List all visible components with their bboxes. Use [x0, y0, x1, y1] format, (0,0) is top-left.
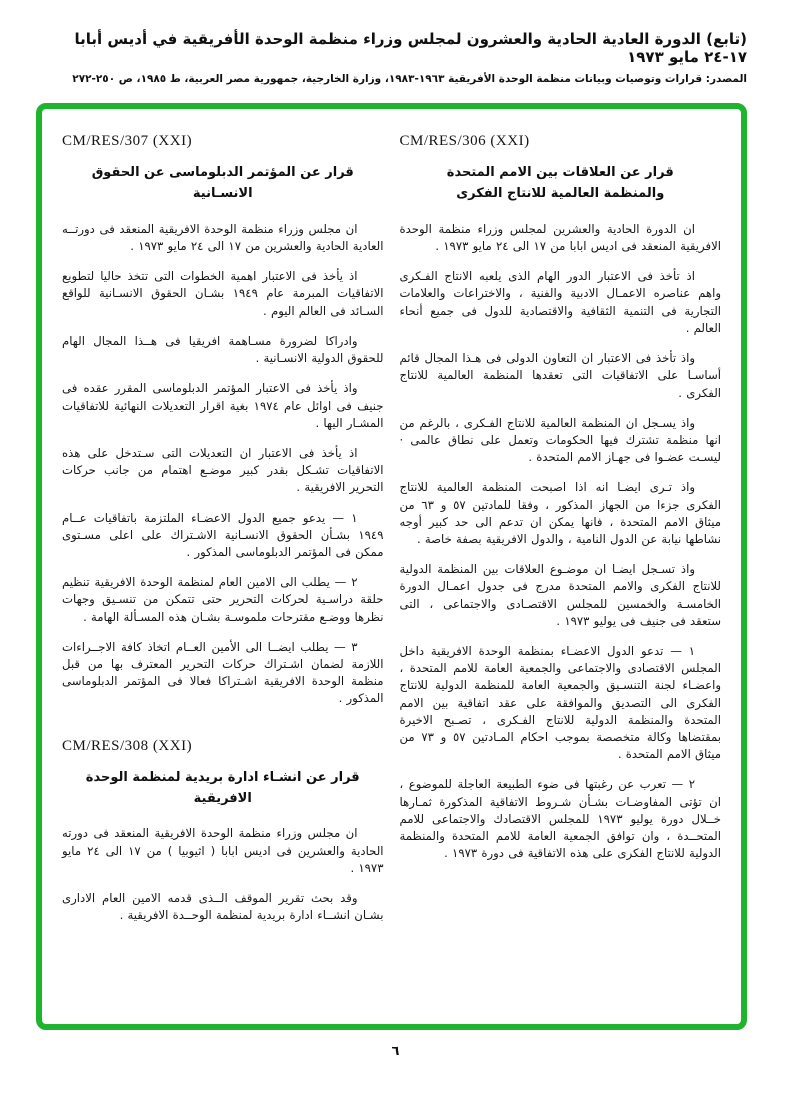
res307-paragraph: وادراكا لضرورة مسـاهمة افريقيا فى هــذا المجال الهام للحقوق الدولية الانسـانية .	[62, 333, 384, 366]
res307-paragraph: ٢ — يطلب الى الامين العام لمنظمة الوحدة الافريقية تنظيم حلقة دراسـية لحركات التحرير حتى تتمكن من تنسـيق وجهات نظرها ووضـع مقترحات ملموسـة بشـان هذه المسـألة الهامة .	[62, 575, 384, 624]
resolution-title-307: قرار عن المؤتمر الدبلوماسى عن الحقوق الانسـانية	[91, 165, 354, 202]
resolution-title-306-line1: قرار عن العلاقات بين الامم المتحدة	[446, 165, 674, 180]
content-border-box	[36, 103, 747, 1030]
page-number: ٦	[391, 1044, 400, 1059]
res306-paragraph: واذ تأخذ فى الاعتبار ان التعاون الدولى فى هـذا المجال قائم أساسـا على الاتفاقيات التى تعقدها المنظمة العالمية للانتاج الفكرى .	[399, 351, 721, 400]
header-session-line: (تابع) الدورة العادية الحادية والعشرون لمجلس وزراء منظمة الوحدة الأفريقية في أديس أبابا ١٧-٢٤ مايو ١٩٧٣	[74, 30, 747, 66]
res306-paragraph: اذ تأخذ فى الاعتبار الدور الهام الذى يلعبه الانتاج الفـكرى واهم عناصره الاعمـال الادبية والفنية ، والاختراعات والعلامات التجارية فى التنمية الثقافية والاقتصادية للدول فى جميع أنحاء العالم .	[399, 269, 721, 335]
header-source-line: المصدر: قرارات وتوصيات وبيانات منظمة الوحدة الأفريقية ١٩٦٣-١٩٨٣، وزارة الخارجية، جمهورية مصر العربية، ط ١٩٨٥، ص ٢٥٠-٢٧٢	[72, 73, 747, 85]
res306-paragraph: ٢ — تعرب عن رغبتها فى ضوء الطبيعة العاجلة للموضوع ، ان تؤتى المفاوضـات بشـأن شـروط الاتفاقية المذكورة ثمـارها خــلال دورة يوليو ١٩٧٣ للمجلس الاقتصادك والاجتماعى للامم المتحــدة ، وان توافق الجمعية العامة للامم المتحدة والمنظمة الدولية للانتاج الفكرى على هذه الاتفاقية فى دورة ١٩٧٣ .	[399, 777, 721, 861]
res306-paragraph: واذ تـرى ايضـا انه اذا اصبحت المنظمة العالمية للانتاج الفكرى جزءا من الجهاز المذكور ، وفقا للمادتين ٥٧ و ٦٣ من ميثاق الامم المتحدة ، فانها يمكن ان تدعم الى حد كبير أوجه نشاطها نيابة عن الدول النامية ، والدول الافريقية بصفة خاصة .	[399, 480, 721, 546]
page-header	[41, 30, 747, 85]
res307-paragraph: اذ يأخذ فى الاعتبار اهمية الخطوات التى تتخذ حاليا لتطويع الاتفاقيات المبرمة عام ١٩٤٩ بشـان الحقوق الانسـانية للواقع السـائد فى العالم اليوم .	[62, 269, 384, 318]
res308-paragraph: وقد بحث تقرير الموقف الــذى قدمه الامين العام الادارى بشـان انشــاء ادارة بريدية لمنظمة الوحــدة الافريقية .	[62, 891, 384, 923]
res306-paragraph: ان الدورة الحادية والعشرين لمجلس وزراء منظمة الوحدة الافريقية المنعقد فى اديس ابابا من ١٧ الى ٢٤ مايو ١٩٧٣ .	[399, 221, 721, 254]
two-column-layout	[62, 133, 721, 937]
res306-paragraph: واذ يسـجل ان المنظمة العالمية للانتاج الفـكرى ، بالرغم من انها منظمة تشترك فيها الحكومات وتعمل على نطاق عالمى · ليسـت عضـوا فى جهـاز الامم المتحدة .	[399, 415, 721, 465]
res306-paragraph: واذ تسـجل ايضـا ان موضـوع العلاقات بين المنظمة الدولية للانتاج الفكرى والامم المتحدة مدرج فى جدول اعمـال الدورة الخامسـة والخمسين للمجلس الاقتصـادى والاجتماعى ، التى ستعقد فى جنيف فى يوليو ١٩٧٣ .	[399, 562, 721, 628]
resolution-code-307: CM/RES/307 (XXI)	[62, 133, 193, 149]
resolution-title-306	[404, 162, 718, 205]
resolution-title-306-line2: والمنظمة العالمية للانتاج الفكرى	[456, 186, 665, 202]
resolution-title-308: قرار عن انشـاء ادارة بريدية لمنظمة الوحدة الافريقية	[85, 769, 360, 806]
column-right-res306	[400, 133, 722, 875]
resolution-code-308: CM/RES/308 (XXI)	[62, 737, 193, 754]
res307-paragraph: ١ — يدعو جميع الدول الاعضـاء الملتزمة باتفاقيات عــام ١٩٤٩ بشـأن الحقوق الانسـانية الاشـتراك على اعلى مسـتوى ممكن فى المؤتمر الدبلوماسى المذكور .	[62, 510, 384, 559]
column-left-res307-308	[62, 133, 384, 937]
res307-paragraph: اذ يأخذ فى الاعتبار ان التعديلات التى سـتدخل على هذه الاتفاقيات تشـكل بقدر كبير موضـع اهتمام من جانب حركات التحرير الافريقية .	[62, 445, 384, 495]
res306-paragraph: ١ — تدعو الدول الاعضـاء بمنظمة الوحدة الافريقية داخل المجلس الاقتصادى والاجتماعى والجمعية العامة للامم المتحدة ، واعضـاء لجنة التنسـيق والجمعية العامة للمنظمة الدولية للانتاج الفكرى الى التصديق والموافقة على عقد اتفاقية بين الامم المتحدة والمنظمة الدولية للانتاج الفـكرى ، تصـبح الاخيرة بمقتضاها وكالة متخصصة بموجب احكام المـادتين ٥٧ و ٧٣ من ميثاق الامم المتحدة .	[399, 643, 722, 762]
resolution-code-306: CM/RES/306 (XXI)	[399, 133, 530, 149]
res307-paragraph: ٣ — يطلب ايضــا الى الأمين العــام اتخاذ كافة الاجــراءات اللازمة لضمان اشـتراك حركات التحرير المعترف بها من قبل منظمة الوحدة الافريقية اشـتراكا فعالا فى المؤتمر الدبلوماسى المذكور .	[62, 639, 384, 706]
res307-paragraph: ان مجلس وزراء منظمة الوحدة الافريقية المنعقد فى دورتــه العادية الحادية والعشرين من ١٧ الى ٢٤ مايو ١٩٧٣ .	[62, 221, 384, 254]
res307-paragraph: واذ يأخذ فى الاعتبار المؤتمر الدبلوماسى المقرر عقده فى جنيف فى اوائل عام ١٩٧٤ بغية اقرار التعديلات النهائية للاتفاقيات المشـار اليها .	[62, 381, 384, 430]
res308-paragraph: ان مجلس وزراء منظمة الوحدة الافريقية المنعقد فى دورته الحادية والعشرين فى اديس ابابا ( اثيوبيا ) من ١٧ الى ٢٤ مايو ١٩٧٣ .	[62, 826, 384, 875]
